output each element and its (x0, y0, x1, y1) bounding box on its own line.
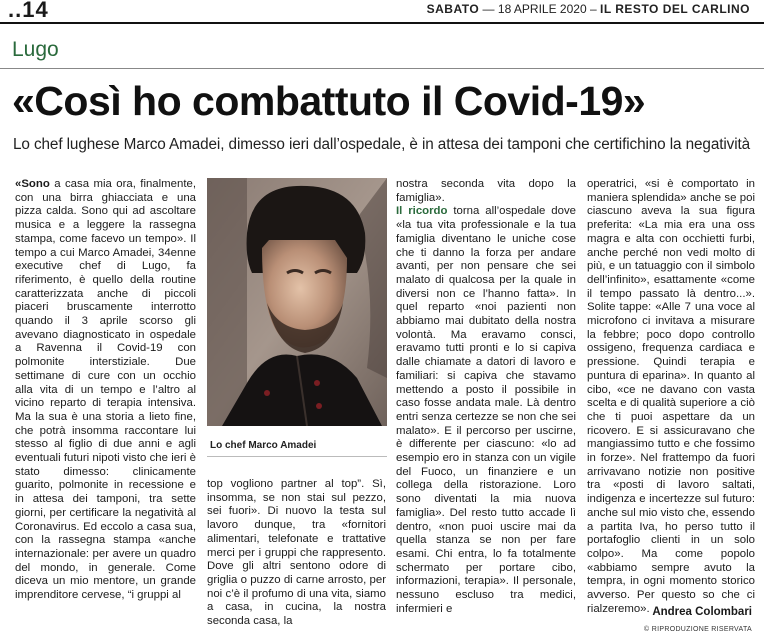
date: 18 APRILE 2020 (497, 2, 587, 16)
newspaper-name: IL RESTO DEL CARLINO (599, 2, 750, 16)
section-title: Lugo (12, 38, 59, 61)
column-2-text: top vogliono partner al top”. Sì, insomma, se non stai sul pezzo, sei fuori». Di nuovo la testa sul lavoro dunque, tra «fornitori alimentari, telefonate e trattative merci per i gruppi che rappresento. Dove gli altri sentono odore di griglia o puzzo di carne arrosto, per noi c’è il profumo di una vita, siamo a casa, in cucina, la nostra seconda casa, la (207, 478, 386, 628)
column-1-text: a casa mia ora, finalmente, con una birra ghiacciata e una pizza calda. Sono qui ad ascoltare musica e a leggere la rassegna stampa, come facevo un tempo». Il tempo a cui Marco Amadei, 34enne executive chef di Lugo, fa riferimento, è quello della routine caratterizzata anche di piccoli piaceri bruscamente interrotto quando il 3 aprile scorso gli avevano diagnosticato in ospedale a Ravenna il Covid-19 con polmonite interstiziale. Due settimane di cure con un occhio alla vita di un tempo e l’altro al vicino reparto di terapia intensiva. Ma la sua è una storia a lieto fine, che potrà insomma raccontare lui stesso al figlio di due anni e agli eventuali futuri nipoti visto che ieri è stato dimesso: clinicamente guarito, polmonite in recessione e in attesa dei tamponi, tra sette giorni, per certificare la negatività al Coronavirus. Ed eccolo a casa sua, con la rassegna stampa «anche internazionale: per avere un quadro del mondo, in generale. Come diceva un mio mentore, un grande imprenditore cervese, “i gruppi al (15, 178, 196, 602)
copyright-notice (644, 624, 752, 633)
article-column-1 (15, 178, 196, 603)
caption-rule (207, 456, 387, 457)
column-4-text: operatrici, «si è comportato in maniera splendida» anche se poi ciascuno aveva la sua figura preferita: «La mia era una oss magra e alta con occhietti furbi, anche perché non vedi molto di più, e un tatuaggio con il simbolo dell’infinito», esattamente «come il tempo passato là dentro...». Solite tappe: «Alle 7 una voce al microfono ci invitava a misurare la febbre; poco dopo controllo ossigeno, frequenza cardiaca e pressione. Quindi terapia e puntura di eparina». In quanto al cibo, «ce ne davano con vasta scelta e di qualità superiore a ciò che ti puoi aspettare da un ricovero. E si assicuravano che mangiassimo tutto e che fossimo in forze». Nel frattempo da fuori arrivavano notizie non positive tra «posti di lavoro saltati, indigenza e incertezze sul futuro: anche sul mio visto che, essendo a partita Iva, ho perso tutto il portafoglio clienti in un solo colpo». Ma come popolo «abbiamo sempre avuto la tempra, in ogni momento storico avverso. Per questo so che ci rialzeremo». (587, 178, 755, 615)
header-rule (0, 22, 764, 24)
article-column-3 (396, 178, 576, 617)
dateline (427, 2, 750, 16)
column-3-text-a: nostra seconda vita dopo la famiglia». (396, 178, 576, 204)
chef-photo (207, 178, 387, 426)
page-number: ..14 (8, 0, 49, 22)
headline: «Così ho combattuto il Covid-19» (12, 78, 646, 124)
page-header (0, 0, 764, 22)
copyright-text: RIPRODUZIONE RISERVATA (651, 626, 752, 633)
subheadline: Lo chef lughese Marco Amadei, dimesso ieri dall’ospedale, è in attesa dei tamponi che certifichino la negatività (13, 136, 751, 153)
dash-separator: – (589, 2, 600, 16)
article-column-4 (587, 178, 755, 617)
article-column-2 (207, 478, 386, 629)
copyright-icon: © (643, 626, 650, 633)
chef-portrait-image (207, 178, 387, 426)
subhead-lead: Il ricordo (396, 205, 448, 218)
dash-separator: — (482, 2, 498, 16)
author-signature: Andrea Colombari (652, 606, 752, 618)
photo-caption: Lo chef Marco Amadei (210, 440, 317, 451)
column-3-text-b: torna all’ospedale dove «la tua vita professionale e la tua famiglia diventano le uniche cose che ti danno la forza per andare avanti, per non pensare che sei malato di qualcosa per la quale in diversi non ce l’hanno fatta». In quel reparto «noi pazienti non abbiamo mai dubitato della nostra volontà. Ma eravamo consci, eravamo tutti pronti e lo si capiva dalle chiamate a datori di lavoro e familiari: si capiva che stavamo mettendo a posto il possibile in caso fosse andata male. Là dentro entri senza certezze se non che sei malato». E il percorso per uscirne, è differente per ciascuno: «lo ad esempio ero in stanza con un vigile del Fuoco, un finanziere e un collega della ristorazione. Loro sono diventati la mia nuova famiglia». Del resto tutto accade lì dentro, «non puoi uscire mai da quella stanza se non per fare esami. Chi entra, lo fa totalmente schermato per portare cibo, informazioni, terapia». Il personale, nessuno escluso tra medici, infermieri e (396, 205, 576, 615)
day: SABATO (426, 2, 480, 16)
lead-word: «Sono (15, 178, 50, 190)
section-rule (0, 68, 764, 69)
